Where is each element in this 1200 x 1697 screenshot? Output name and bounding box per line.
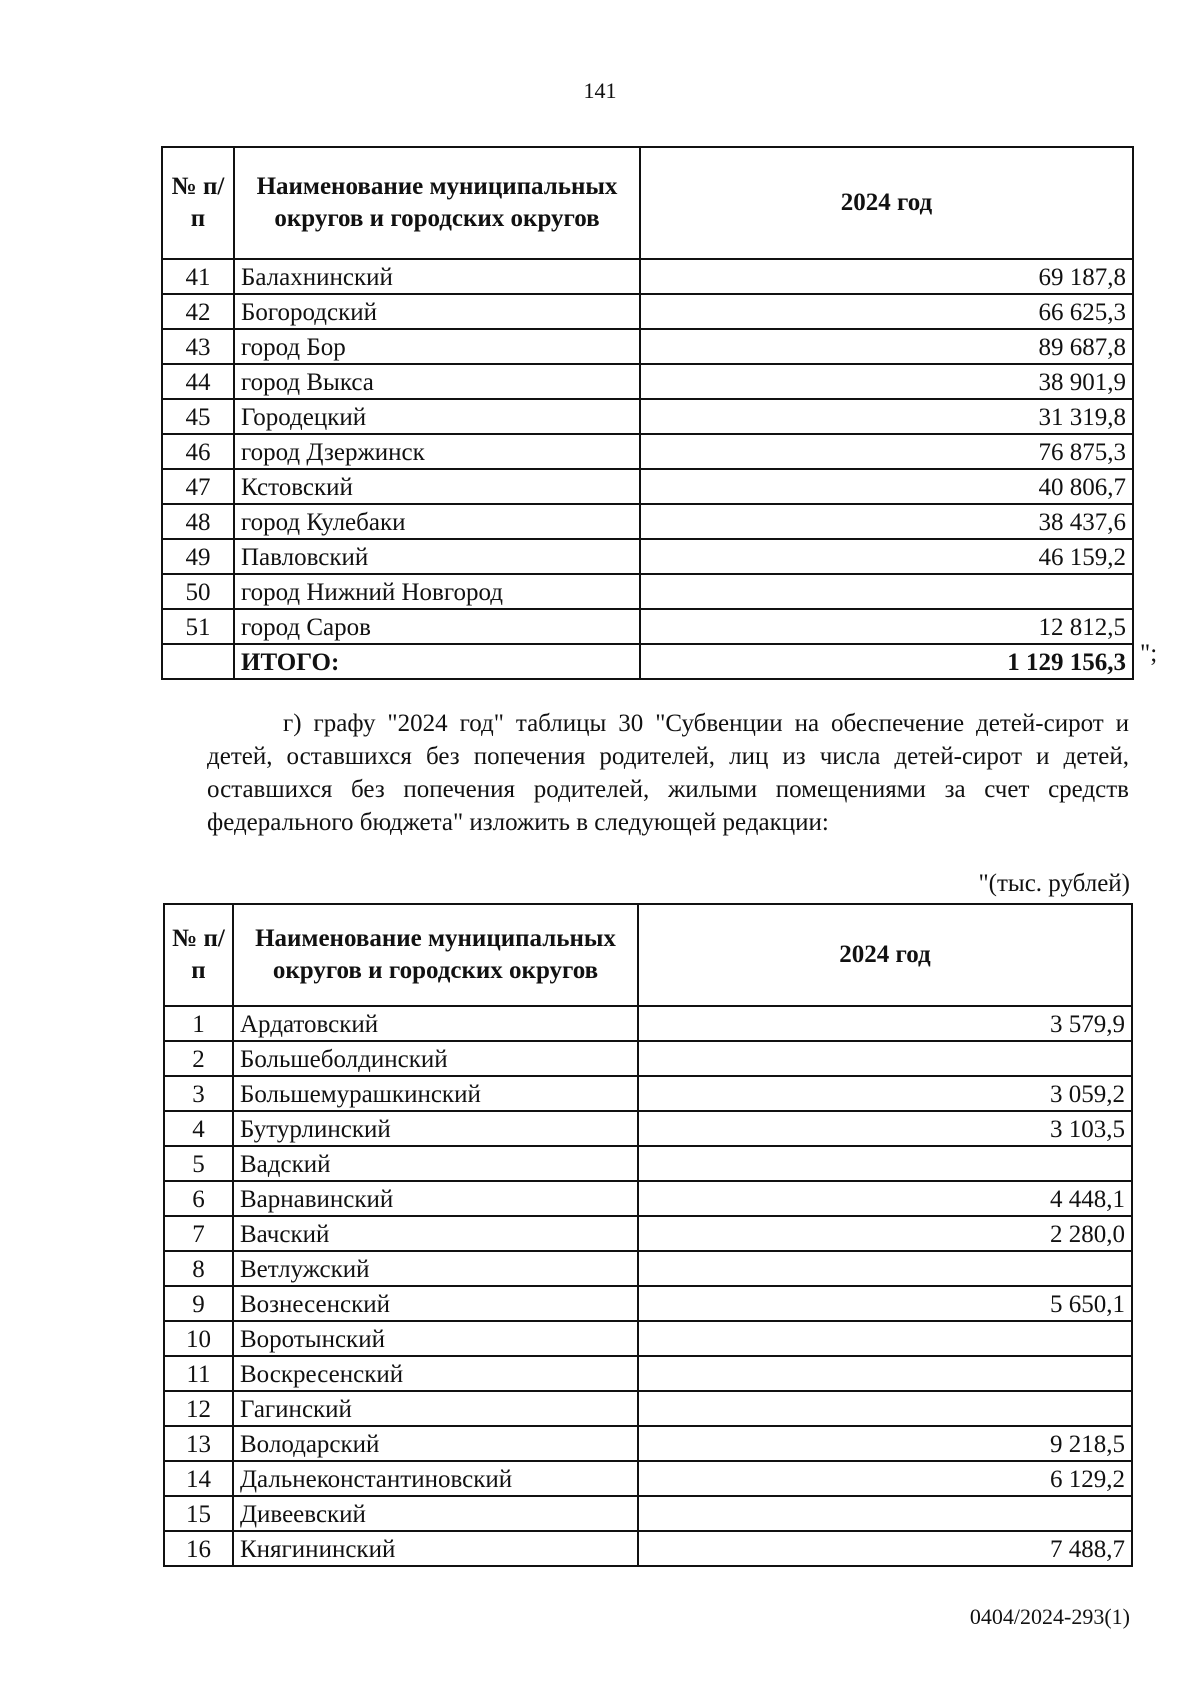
row-number: 9 — [164, 1286, 233, 1321]
header-number: № п/п — [164, 904, 233, 1006]
row-value: 4 448,1 — [638, 1181, 1132, 1216]
row-name: Княгининский — [233, 1531, 638, 1566]
row-number: 14 — [164, 1461, 233, 1496]
total-value: 1 129 156,3 — [640, 644, 1133, 679]
table-header-row — [164, 904, 1132, 1006]
row-value: 46 159,2 — [640, 539, 1133, 574]
table-row — [164, 1146, 1132, 1181]
row-name: Городецкий — [234, 399, 640, 434]
row-name: Богородский — [234, 294, 640, 329]
row-number: 16 — [164, 1531, 233, 1566]
allocation-table-30 — [163, 903, 1133, 1567]
row-name: Вадский — [233, 1146, 638, 1181]
row-name: Дальнеконстантиновский — [233, 1461, 638, 1496]
row-name: Дивеевский — [233, 1496, 638, 1531]
total-row — [162, 644, 1133, 679]
row-name: Варнавинский — [233, 1181, 638, 1216]
row-number: 7 — [164, 1216, 233, 1251]
row-number: 49 — [162, 539, 234, 574]
header-name: Наименование муниципальных округов и городских округов — [233, 904, 638, 1006]
row-value: 38 437,6 — [640, 504, 1133, 539]
row-name: город Саров — [234, 609, 640, 644]
row-value: 3 103,5 — [638, 1111, 1132, 1146]
table-row — [164, 1321, 1132, 1356]
table-row — [164, 1076, 1132, 1111]
row-value: 38 901,9 — [640, 364, 1133, 399]
row-name: Большеболдинский — [233, 1041, 638, 1076]
table-row — [162, 539, 1133, 574]
table-row — [164, 1461, 1132, 1496]
table-row — [164, 1251, 1132, 1286]
row-number: 4 — [164, 1111, 233, 1146]
row-value: 7 488,7 — [638, 1531, 1132, 1566]
row-value: 31 319,8 — [640, 399, 1133, 434]
table-row — [164, 1356, 1132, 1391]
row-value: 5 650,1 — [638, 1286, 1132, 1321]
header-name: Наименование муниципальных округов и городских округов — [234, 147, 640, 259]
header-year: 2024 год — [638, 904, 1132, 1006]
row-name: Павловский — [234, 539, 640, 574]
table-row — [164, 1286, 1132, 1321]
row-number: 42 — [162, 294, 234, 329]
row-value: 12 812,5 — [640, 609, 1133, 644]
table-row — [162, 504, 1133, 539]
row-value: 9 218,5 — [638, 1426, 1132, 1461]
row-value — [638, 1356, 1132, 1391]
table-row — [162, 399, 1133, 434]
row-number: 44 — [162, 364, 234, 399]
table-row — [162, 574, 1133, 609]
row-value — [638, 1496, 1132, 1531]
row-value — [638, 1041, 1132, 1076]
closing-quote: "; — [1140, 640, 1158, 667]
total-label: ИТОГО: — [234, 644, 640, 679]
row-number: 3 — [164, 1076, 233, 1111]
row-number: 6 — [164, 1181, 233, 1216]
table-row — [162, 329, 1133, 364]
row-value: 3 059,2 — [638, 1076, 1132, 1111]
row-value: 66 625,3 — [640, 294, 1133, 329]
row-number: 51 — [162, 609, 234, 644]
row-name: Ардатовский — [233, 1006, 638, 1041]
allocation-table-continued — [161, 146, 1134, 680]
row-name: Вознесенский — [233, 1286, 638, 1321]
table-row — [164, 1531, 1132, 1566]
row-name: Воротынский — [233, 1321, 638, 1356]
row-value: 6 129,2 — [638, 1461, 1132, 1496]
row-number: 45 — [162, 399, 234, 434]
row-value: 89 687,8 — [640, 329, 1133, 364]
total-number-cell — [162, 644, 234, 679]
header-number: № п/п — [162, 147, 234, 259]
amendment-paragraph — [207, 707, 1129, 839]
row-name: Балахнинский — [234, 259, 640, 294]
row-number: 41 — [162, 259, 234, 294]
row-value — [638, 1251, 1132, 1286]
row-number: 50 — [162, 574, 234, 609]
row-name: Бутурлинский — [233, 1111, 638, 1146]
table-row — [164, 1181, 1132, 1216]
table-row — [162, 294, 1133, 329]
row-number: 48 — [162, 504, 234, 539]
row-number: 5 — [164, 1146, 233, 1181]
row-number: 11 — [164, 1356, 233, 1391]
row-name: город Выкса — [234, 364, 640, 399]
table-row — [164, 1426, 1132, 1461]
amendment-text: г) графу "2024 год" таблицы 30 "Субвенции на обеспечение детей-сирот и детей, оставшихся без попечения родителей, лиц из числа детей-сирот и детей, оставшихся без попечения родителей, жилыми помещениями за счет средств федерального бюджета" изложить в следующей редакции: — [207, 710, 1129, 836]
row-number: 1 — [164, 1006, 233, 1041]
row-value — [638, 1321, 1132, 1356]
row-value — [640, 574, 1133, 609]
row-name: Кстовский — [234, 469, 640, 504]
row-number: 2 — [164, 1041, 233, 1076]
row-name: город Бор — [234, 329, 640, 364]
table-row — [162, 259, 1133, 294]
row-number: 13 — [164, 1426, 233, 1461]
row-number: 10 — [164, 1321, 233, 1356]
row-number: 12 — [164, 1391, 233, 1426]
document-code: 0404/2024-293(1) — [969, 1604, 1130, 1629]
row-name: Большемурашкинский — [233, 1076, 638, 1111]
row-value: 69 187,8 — [640, 259, 1133, 294]
row-value — [638, 1391, 1132, 1426]
row-name: Воскресенский — [233, 1356, 638, 1391]
table-row — [162, 469, 1133, 504]
table-row — [164, 1111, 1132, 1146]
row-name: город Кулебаки — [234, 504, 640, 539]
row-number: 8 — [164, 1251, 233, 1286]
row-value: 76 875,3 — [640, 434, 1133, 469]
table-row — [162, 609, 1133, 644]
row-number: 47 — [162, 469, 234, 504]
table-row — [164, 1496, 1132, 1531]
table-header-row — [162, 147, 1133, 259]
header-year: 2024 год — [640, 147, 1133, 259]
row-value — [638, 1146, 1132, 1181]
row-number: 43 — [162, 329, 234, 364]
row-name: Ветлужский — [233, 1251, 638, 1286]
row-name: Володарский — [233, 1426, 638, 1461]
table-row — [162, 364, 1133, 399]
units-label: "(тыс. рублей) — [978, 870, 1130, 897]
row-name: город Дзержинск — [234, 434, 640, 469]
table-row — [164, 1041, 1132, 1076]
page-number: 141 — [583, 78, 617, 103]
table-row — [164, 1391, 1132, 1426]
row-value: 3 579,9 — [638, 1006, 1132, 1041]
table-row — [162, 434, 1133, 469]
table-row — [164, 1216, 1132, 1251]
row-value: 40 806,7 — [640, 469, 1133, 504]
row-value: 2 280,0 — [638, 1216, 1132, 1251]
row-name: Гагинский — [233, 1391, 638, 1426]
row-name: город Нижний Новгород — [234, 574, 640, 609]
row-number: 15 — [164, 1496, 233, 1531]
row-number: 46 — [162, 434, 234, 469]
table-row — [164, 1006, 1132, 1041]
row-name: Вачский — [233, 1216, 638, 1251]
